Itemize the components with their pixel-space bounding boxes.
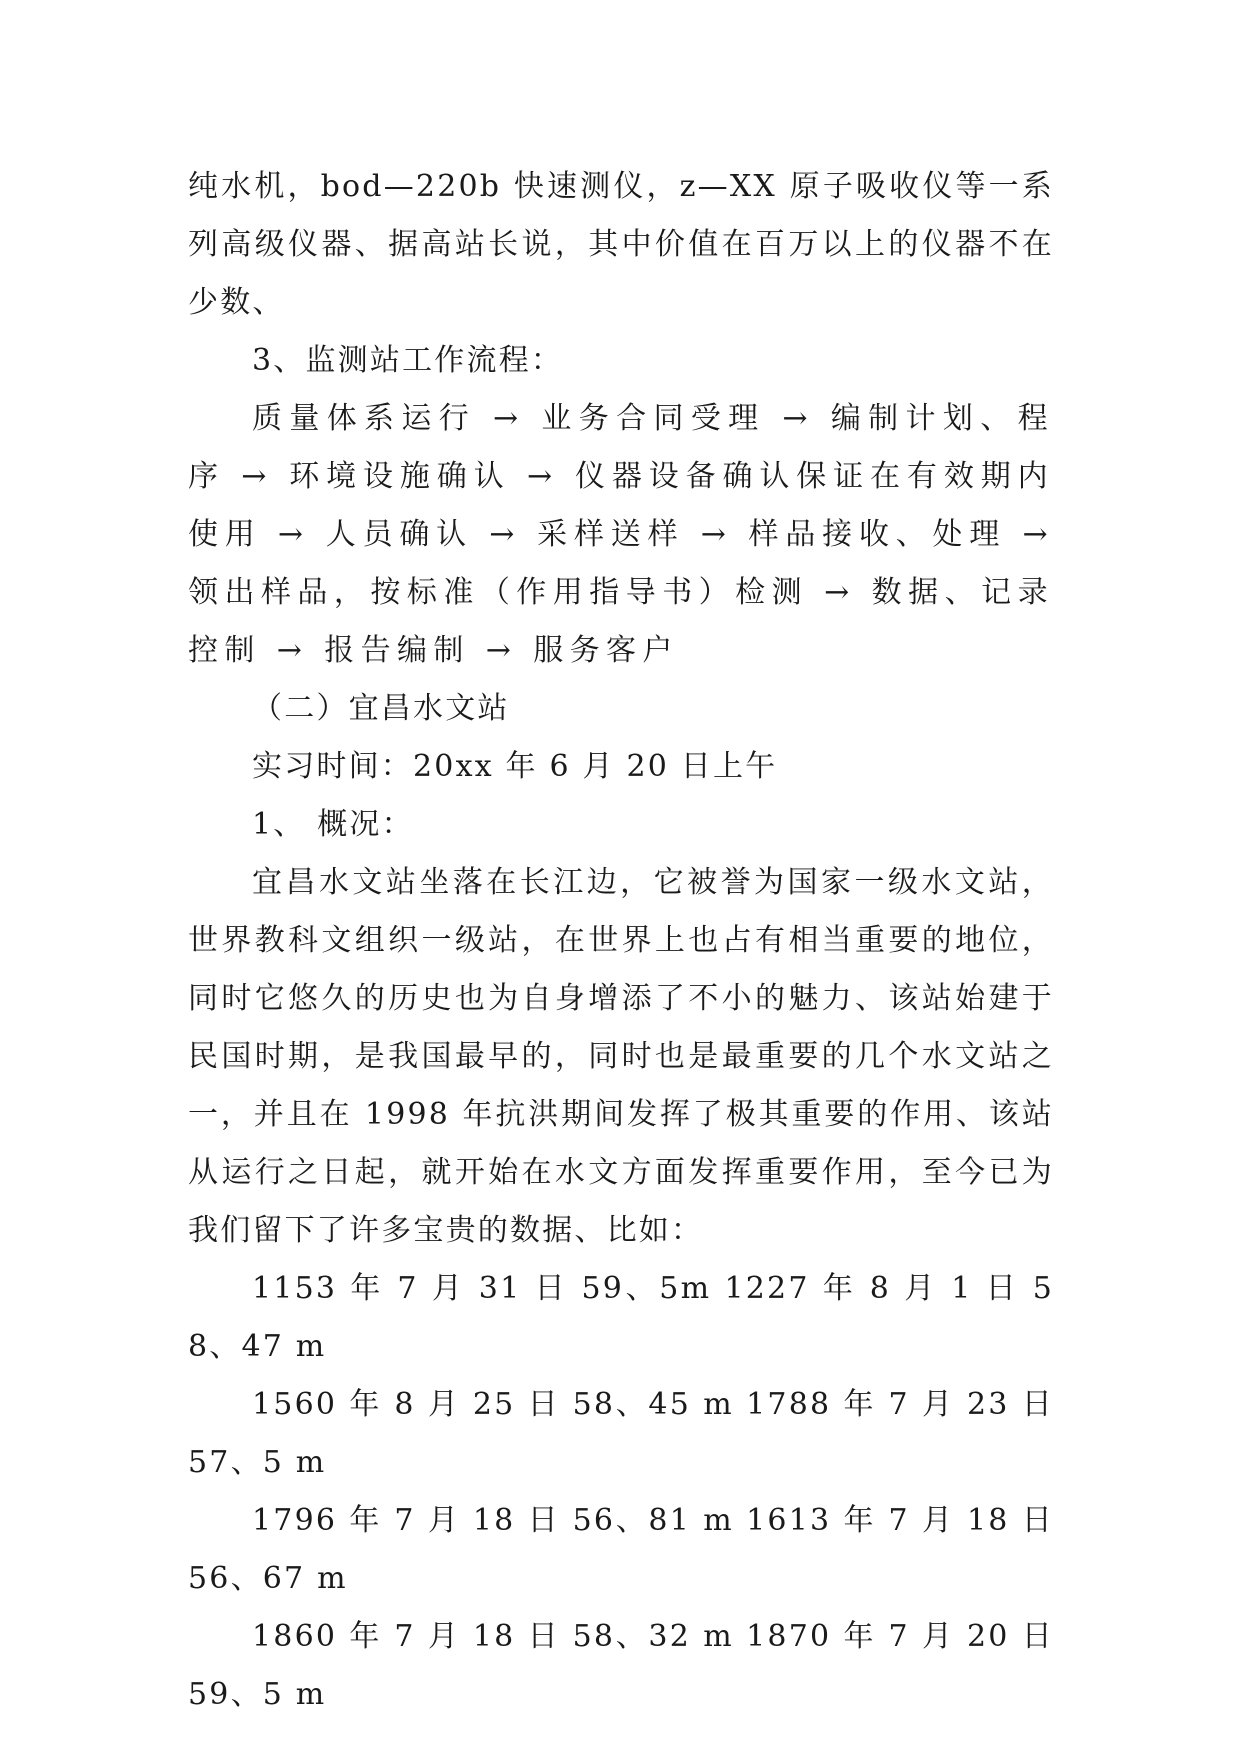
water-level-record: 1796 年 7 月 18 日 56、81 m 1613 年 7 月 18 日 56、67 m [188,1503,1054,1596]
water-level-record: 1560 年 8 月 25 日 58、45 m 1788 年 7 月 23 日 57、5 m [188,1387,1054,1480]
paragraph-workflow: 质量体系运行 → 业务合同受理 → 编制计划、程序 → 环境设施确认 → 仪器设备确认保证在有效期内使用 → 人员确认 → 采样送样 → 样品接收、处理 → 领出样品，按标准（作用指导书）检测 → 数据、记录控制 → 报告编制 → 服务客户 [188,401,1054,668]
paragraph-equipment: 纯水机，bod—220b 快速测仪，z—XX 原子吸收仪等一系列高级仪器、据高站长说，其中价值在百万以上的仪器不在少数、 [188,169,1054,320]
document-body [188,158,1054,1724]
section-heading-yichang-station: （二）宜昌水文站 [252,691,510,726]
water-level-record: 1860 年 7 月 18 日 58、32 m 1870 年 7 月 20 日 59、5 m [188,1619,1054,1712]
internship-time: 实习时间：20xx 年 6 月 20 日上午 [252,749,778,784]
paragraph-overview: 宜昌水文站坐落在长江边，它被誉为国家一级水文站，世界教科文组织一级站，在世界上也占有相当重要的地位，同时它悠久的历史也为自身增添了不小的魅力、该站始建于民国时期，是我国最早的，同时也是最重要的几个水文站之一，并且在 1998 年抗洪期间发挥了极其重要的作用、该站从运行之日起，就开始在水文方面发挥重要作用，至今已为我们留下了许多宝贵的数据、比如： [188,865,1054,1248]
section-heading-workflow: 3、监测站工作流程： [252,343,564,378]
section-heading-overview: 1、 概况： [252,807,414,842]
water-level-record: 1153 年 7 月 31 日 59、5m 1227 年 8 月 1 日 58、47 m [188,1271,1054,1364]
